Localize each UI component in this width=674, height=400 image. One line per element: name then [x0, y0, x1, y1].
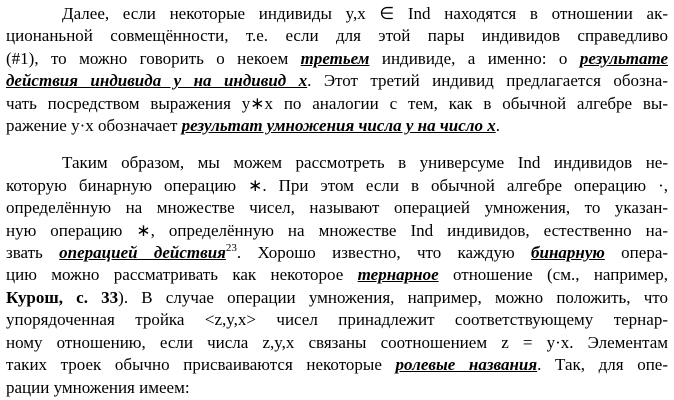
text-run: . Этот третий индивид предлагается обозна-	[307, 71, 668, 91]
text-line	[6, 287, 668, 309]
term-emphasis: бинарную	[531, 243, 605, 263]
text-line: упорядоченная тройка <z,y,x> чисел принадлежит соответствующему тернар-	[6, 310, 668, 330]
term-emphasis: третьем	[300, 48, 370, 68]
term-emphasis: ролевые названия	[395, 355, 538, 375]
text-line	[6, 115, 668, 137]
text-line: Таким образом, мы можем рассмотреть в универсуме Ind индивидов не-	[62, 153, 668, 173]
text-run: . Хорошо известно, что каждую	[236, 243, 515, 263]
text-run: опера-	[621, 243, 669, 263]
text-line: рации умножения имеем:	[6, 377, 190, 397]
text-line	[6, 242, 668, 264]
paragraph-1	[6, 3, 668, 137]
reference-citation: Курош, с. 33	[6, 287, 119, 307]
text-line: ную операцию ∗, определённую на множестве Ind индивидов, естественно на-	[6, 220, 668, 240]
term-emphasis: операцией действия	[59, 243, 226, 263]
term-emphasis: результате	[579, 48, 669, 68]
text-line: Далее, если некоторые индивиды y,x ∈ Ind находятся в отношении ак-	[62, 4, 668, 23]
text-run: отношение (см., например,	[452, 265, 669, 285]
text-run: звать	[6, 243, 43, 263]
text-line	[6, 354, 668, 376]
term-emphasis: действия индивида y на индивид x	[6, 71, 308, 91]
text-line: определённую на множестве чисел, называют операцией умножения, то указан-	[6, 198, 668, 218]
text-run: .	[495, 116, 501, 136]
text-run: ражение y·x обозначает	[6, 116, 178, 136]
text-line	[6, 48, 668, 70]
paragraph-2	[6, 152, 668, 398]
text-line: которую бинарную операцию ∗. При этом если в обычной алгебре операцию ·,	[6, 175, 668, 195]
text-run: цию можно рассматривать как некоторое	[6, 265, 344, 285]
text-line	[6, 264, 668, 286]
footnote-marker[interactable]: 23	[225, 242, 237, 255]
text-run: индивиде, а именно: о	[381, 48, 568, 68]
text-run: (#1), то можно говорить о некоем	[6, 48, 289, 68]
text-run: таких троек обычно присваиваются некоторые	[6, 355, 382, 375]
text-run: . Так, для опе-	[537, 355, 669, 375]
term-emphasis: результат умножения числа y на число x	[181, 116, 496, 136]
text-run: ). В случае операции умножения, например, можно положить, что	[118, 287, 668, 307]
text-line	[6, 70, 668, 92]
text-line: ному отношению, если числа z,y,x связаны соотношением z = y·x. Элементам	[6, 332, 668, 352]
term-emphasis: тернарное	[357, 265, 439, 285]
text-line: ционаньной совмещённости, т.е. если для этой пары индивидов справедливо	[6, 26, 668, 46]
text-line: чать посредством выражения y∗x по аналогии с тем, как в обычной алгебре вы-	[6, 93, 668, 113]
